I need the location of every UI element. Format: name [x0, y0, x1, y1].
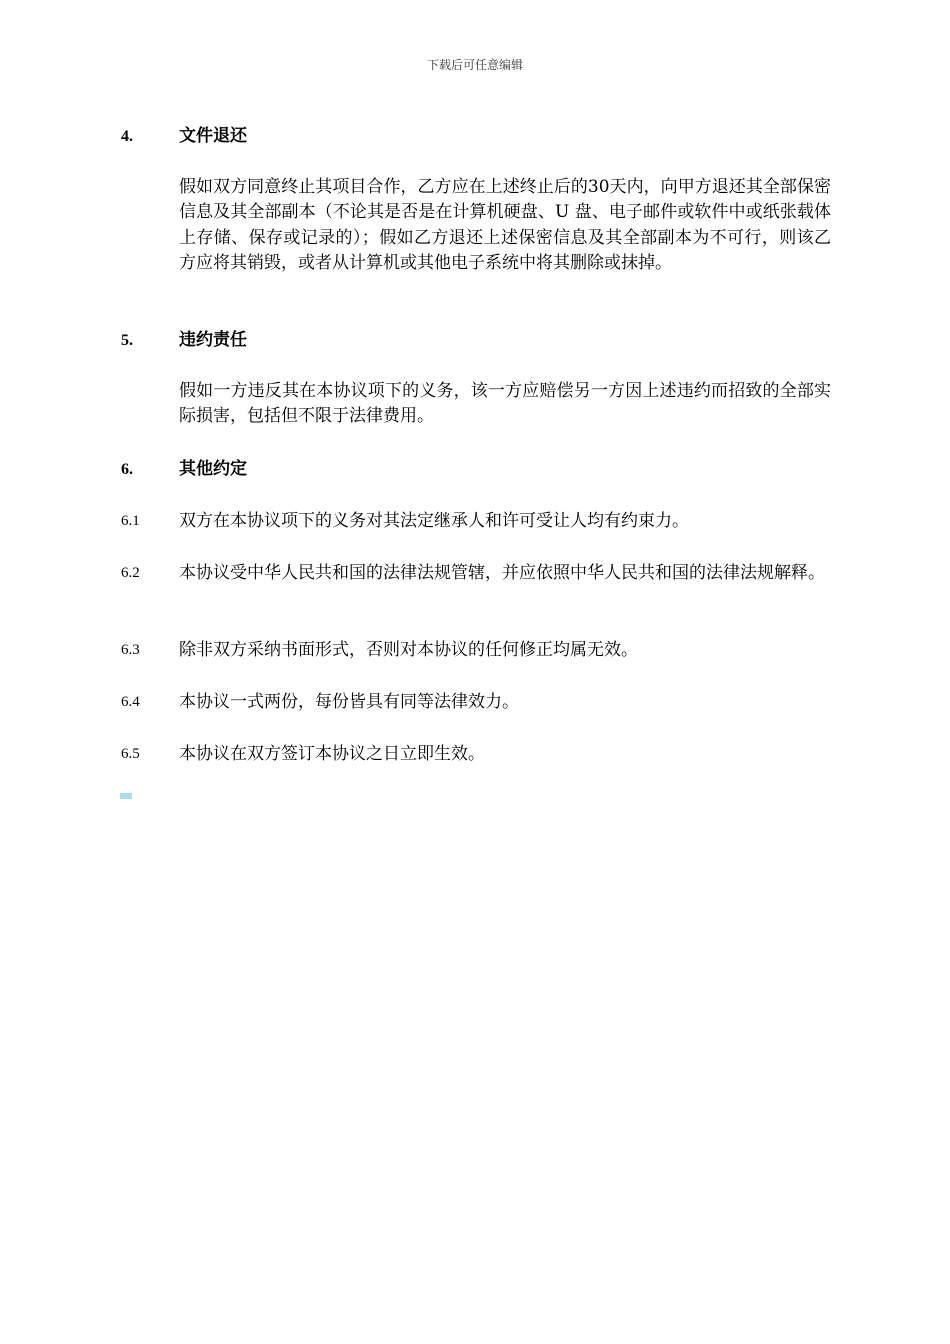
page-header: 下载后可任意编辑	[426, 58, 523, 72]
clause-6-2-text: 本协议受中华人民共和国的法律法规管辖，并应依照中华人民共和国的法律法规解释。	[179, 563, 825, 583]
section-4-title: 文件退还	[179, 126, 247, 146]
clause-6-1-text: 双方在本协议项下的义务对其法定继承人和许可受让人均有约束力。	[179, 511, 689, 531]
clause-6-5-text: 本协议在双方签订本协议之日立即生效。	[179, 744, 485, 764]
section-6-number: 6.	[121, 461, 133, 478]
section-5-title: 违约责任	[179, 330, 247, 350]
clause-6-3-number: 6.3	[121, 642, 140, 658]
section-5-number: 5.	[121, 332, 133, 349]
section-5-body: 假如一方违反其在本协议项下的义务，该一方应赔偿另一方因上述违约而招致的全部实际损害，包括但不限于法律费用。	[179, 381, 831, 427]
clause-6-4-text: 本协议一式两份，每份皆具有同等法律效力。	[179, 692, 519, 712]
section-4-number: 4.	[121, 128, 133, 145]
clause-6-3-text: 除非双方采纳书面形式，否则对本协议的任何修正均属无效。	[179, 640, 638, 660]
clause-6-2-number: 6.2	[121, 565, 140, 581]
section-6-title: 其他约定	[179, 459, 247, 479]
text-cursor-marker	[120, 793, 132, 799]
section-4-body: 假如双方同意终止其项目合作，乙方应在上述终止后的30天内，向甲方退还其全部保密信息及其全部副本（不论其是否是在计算机硬盘、U 盘、电子邮件或软件中或纸张载体上存储、保存或记录的）；假如乙方退还上述保密信息及其全部副本为不可行，则该乙方应将其销毁，或者从计算机或其他电子系统中将其删除或抹掉。	[179, 177, 831, 274]
clause-6-5-number: 6.5	[121, 746, 140, 762]
clause-6-4-number: 6.4	[121, 694, 140, 710]
clause-6-1-number: 6.1	[121, 513, 140, 529]
